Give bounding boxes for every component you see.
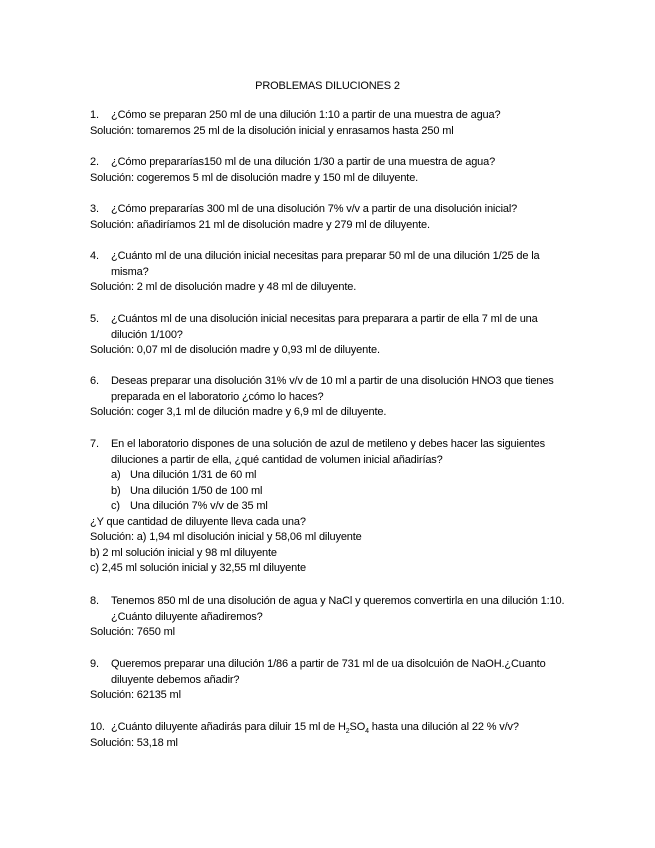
solution-text: Solución: coger 3,1 ml de dilución madre y 6,9 ml de diluyente.	[90, 406, 387, 418]
problem-question	[90, 594, 570, 625]
problem-question	[90, 657, 570, 688]
subitem-a	[90, 468, 570, 484]
question-text: En el laboratorio dispones de una solución de azul de metileno y debes hacer las siguientes diluciones a partir de ella, ¿qué cantidad de volumen inicial añadirías?	[111, 438, 545, 466]
question-text: ¿Cuánto diluyente añadirás para diluir 15 ml de $H_2SO_4$ hasta una dilución al 22 % v/v?	[111, 721, 519, 736]
problem-7	[90, 437, 570, 577]
solution-text: Solución: 2 ml de disolución madre y 48 ml de diluyente.	[90, 281, 357, 293]
problem-1	[90, 108, 570, 139]
problem-4	[90, 249, 570, 296]
problem-number: 3.	[90, 203, 99, 215]
question-text: ¿Cuánto ml de una dilución inicial necesitas para preparar 50 ml de una dilución 1/25 de la misma?	[111, 250, 540, 278]
question-text: ¿Cómo prepararías 300 ml de una disolución 7% v/v a partir de una disolución inicial?	[111, 203, 518, 215]
problem-number: 4.	[90, 250, 99, 262]
subitem-text: Una dilución 1/50 de 100 ml	[130, 484, 263, 497]
problem-6	[90, 374, 570, 421]
problem-3	[90, 202, 570, 233]
question-text: Deseas preparar una disolución 31% v/v de 10 ml a partir de una disolución HNO3 que tienes preparada en el laboratorio ¿cómo lo haces?	[111, 375, 554, 403]
problem-number: 8.	[90, 595, 99, 607]
solution-text: Solución: 7650 ml	[90, 626, 175, 638]
solution-line-b: b) 2 ml solución inicial y 98 ml diluyente	[90, 546, 277, 559]
subitem-text: Una dilución 7% v/v de 35 ml	[130, 500, 268, 512]
problem-question	[90, 720, 570, 736]
solution-line-a: Solución: a) 1,94 ml disolución inicial y 58,06 ml diluyente	[90, 531, 362, 543]
problem-number: 9.	[90, 658, 99, 670]
problem-number: 10.	[90, 721, 105, 733]
solution-text: Solución: añadiríamos 21 ml de disolución madre y 279 ml de diluyente.	[90, 218, 430, 231]
solution-text: Solución: 0,07 ml de disolución madre y 0,93 ml de diluyente.	[90, 344, 380, 356]
problem-number: 5.	[90, 313, 99, 325]
subitem-c	[90, 499, 570, 515]
subitem-text: Una dilución 1/31 de 60 ml	[130, 469, 257, 481]
problem-number: 6.	[90, 375, 99, 387]
solution-line-c: c) 2,45 ml solución inicial y 32,55 ml diluyente	[90, 562, 306, 574]
problem-9	[90, 657, 570, 704]
solution-text: Solución: 62135 ml	[90, 689, 181, 701]
solution-text: Solución: tomaremos 25 ml de la disolución inicial y enrasamos hasta 250 ml	[90, 124, 454, 137]
subitem-b	[90, 484, 570, 500]
problem-question	[90, 374, 570, 405]
problem-5	[90, 312, 570, 359]
page-title: PROBLEMAS DILUCIONES 2	[255, 80, 400, 92]
problem-question	[90, 155, 570, 171]
subitem-letter: a)	[111, 469, 121, 481]
problem-question	[90, 108, 570, 124]
followup-question: ¿Y que cantidad de diluyente lleva cada una?	[90, 515, 306, 528]
problem-10	[90, 720, 570, 751]
question-text: ¿Cómo se preparan 250 ml de una dilución 1:10 a partir de una muestra de agua?	[111, 109, 501, 121]
question-text: Tenemos 850 ml de una disolución de agua y NaCl y queremos convertirla en una dilución 1:10. ¿Cuánto diluyente añadiremos?	[111, 595, 565, 623]
problem-question	[90, 249, 570, 280]
solution-text: Solución: cogeremos 5 ml de disolución madre y 150 ml de diluyente.	[90, 171, 419, 184]
question-text: Queremos preparar una dilución 1/86 a partir de 731 ml de ua disolcuión de NaOH.¿Cuanto diluyente debemos añadir?	[111, 658, 546, 686]
problem-2	[90, 155, 570, 186]
problem-number: 7.	[90, 438, 99, 450]
problem-question	[90, 437, 570, 468]
problem-question	[90, 312, 570, 343]
problem-number: 1.	[90, 109, 99, 121]
question-text: ¿Cómo prepararías150 ml de una dilución 1/30 a partir de una muestra de agua?	[111, 156, 496, 168]
problem-number: 2.	[90, 156, 99, 168]
problem-question	[90, 202, 570, 218]
solution-text: Solución: 53,18 ml	[90, 736, 178, 749]
subitem-letter: c)	[111, 500, 120, 512]
subitem-letter: b)	[111, 484, 121, 497]
problem-8	[90, 594, 570, 641]
question-text: ¿Cuántos ml de una disolución inicial necesitas para preparara a partir de ella 7 ml de una dilución 1/100?	[111, 313, 538, 341]
